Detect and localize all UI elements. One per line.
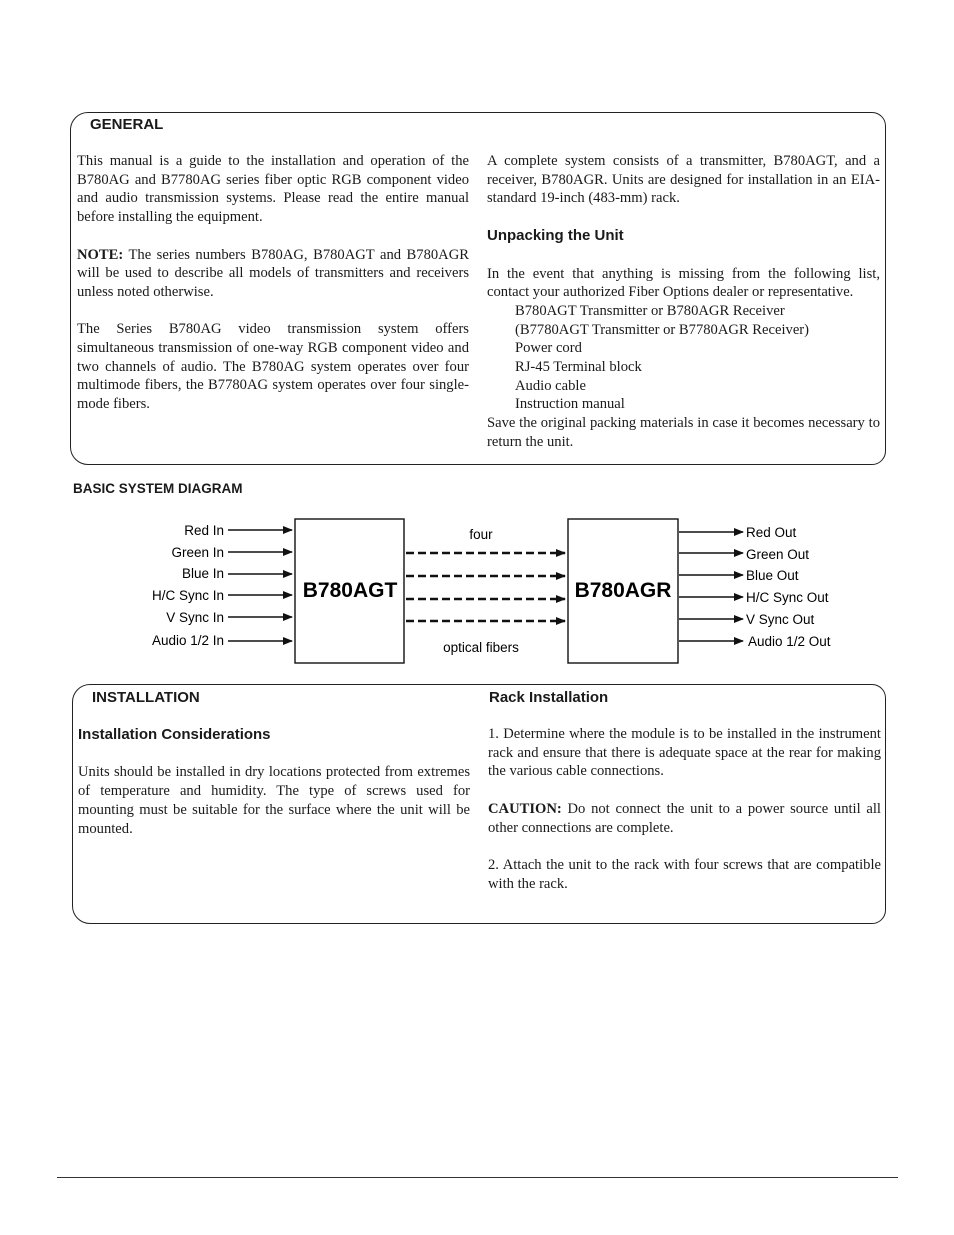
- input-label: Green In: [171, 545, 224, 560]
- output-label: Blue Out: [746, 568, 799, 583]
- general-right-column: [487, 152, 880, 452]
- caution-label: CAUTION:: [488, 800, 562, 817]
- list-item: B780AGT Transmitter or B780AGR Receiver: [515, 302, 785, 319]
- list-item: Power cord: [515, 340, 582, 357]
- general-left-column: [77, 152, 469, 414]
- fiber-label-bottom: optical fibers: [443, 640, 519, 655]
- transmitter-label: B780AGT: [302, 579, 398, 602]
- diagram-title: BASIC SYSTEM DIAGRAM: [73, 481, 243, 496]
- note-text: The series numbers B780AG, B780AGT and B780AGR will be used to describe all models of transmitters and receivers unless noted otherwise.: [77, 246, 469, 300]
- input-label: Red In: [184, 523, 224, 538]
- footer-rule: [57, 1177, 898, 1178]
- system-composition-paragraph: A complete system consists of a transmitter, B780AGT, and a receiver, B780AGR. Units are designed for installation in an EIA-standard 19-inch (483-mm) rack.: [487, 153, 880, 207]
- output-label: V Sync Out: [746, 612, 815, 627]
- input-label: Blue In: [181, 566, 224, 581]
- note-label: NOTE:: [77, 246, 124, 263]
- receiver-label: B780AGR: [574, 579, 672, 602]
- output-label: Audio 1/2 Out: [748, 634, 831, 649]
- input-label: V Sync In: [166, 610, 224, 625]
- general-intro-paragraph: This manual is a guide to the installation and operation of the B780AG and B7780AG series fiber optic RGB component video and audio transmission systems. Please read the entire manual before installing the equipment.: [77, 153, 469, 226]
- output-label: H/C Sync Out: [746, 590, 829, 605]
- list-item: RJ-45 Terminal block: [515, 359, 642, 376]
- rack-installation-heading: Rack Installation: [489, 689, 609, 706]
- packing-list: [487, 302, 880, 414]
- rack-step-2: 2. Attach the unit to the rack with four screws that are compatible with the rack.: [488, 856, 881, 892]
- list-item: (B7780AGT Transmitter or B7780AGR Receiver): [515, 321, 810, 338]
- considerations-text: Units should be installed in dry locations protected from extremes of temperature and humidity. The type of screws used for mounting must be suitable for the surface where the unit will be mounted.: [78, 764, 470, 837]
- rack-step-1: 1. Determine where the module is to be installed in the instrument rack and ensure that there is adequate space at the rear for making the various cable connections.: [488, 726, 881, 780]
- input-label: Audio 1/2 In: [151, 633, 224, 648]
- fiber-label-top: four: [469, 527, 493, 542]
- output-label: Green Out: [746, 547, 810, 562]
- caution-text: Do not connect the unit to a power source until all other connections are complete.: [488, 800, 881, 836]
- general-series-paragraph: The Series B780AG video transmission system offers simultaneous transmission of one-way RGB component video and two channels of audio. The B780AG system operates over four multimode fibers, the B7780AG system operates over four single-mode fibers.: [77, 321, 469, 413]
- list-item: Audio cable: [515, 377, 586, 394]
- general-heading: GENERAL: [90, 116, 164, 133]
- list-item: Instruction manual: [515, 396, 625, 413]
- input-label: H/C Sync In: [151, 588, 224, 603]
- system-diagram: [0, 505, 954, 685]
- installation-heading: INSTALLATION: [92, 689, 200, 706]
- considerations-heading: Installation Considerations: [78, 726, 271, 743]
- unpacking-heading: Unpacking the Unit: [487, 227, 624, 245]
- caution-paragraph: [488, 800, 881, 837]
- save-packing-note: Save the original packing materials in case it becomes necessary to return the unit.: [487, 415, 880, 450]
- installation-left-column: [78, 726, 470, 838]
- output-label: Red Out: [746, 525, 797, 540]
- unpacking-intro: In the event that anything is missing from the following list, contact your authorized Fiber Options dealer or representative.: [487, 265, 880, 301]
- installation-right-column: [488, 725, 881, 893]
- general-note-paragraph: [77, 246, 469, 302]
